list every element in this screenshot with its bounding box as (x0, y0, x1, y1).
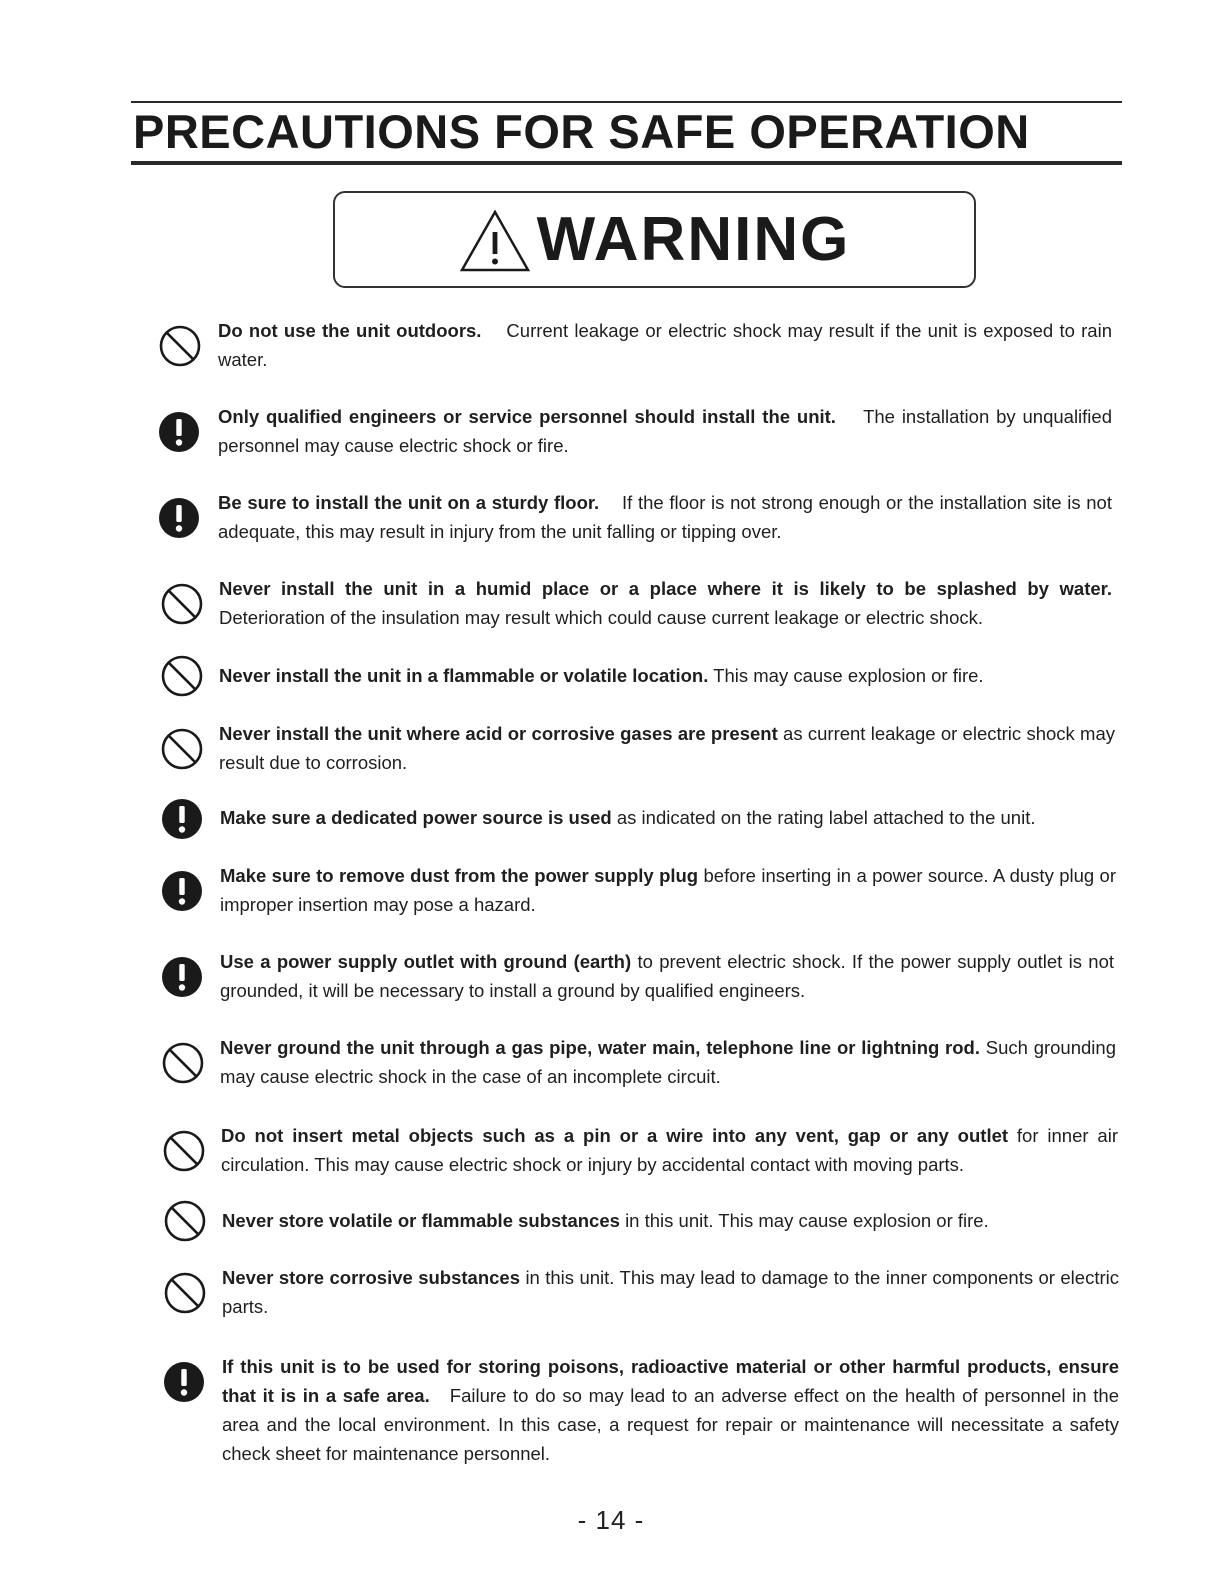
prohibition-icon (158, 324, 202, 368)
precaution-lead: Never store volatile or flammable substances (222, 1210, 620, 1231)
precaution-body: Such grounding may cause electric shock in the case of an incomplete circuit. (220, 1037, 1116, 1087)
precaution-body: as indicated on the rating label attached to the unit. (616, 807, 1036, 828)
precaution-lead: Be sure to install the unit on a sturdy floor. (218, 492, 600, 513)
precaution-lead: Never install the unit where acid or corrosive gases are present (219, 723, 778, 744)
prohibition-icon (160, 654, 204, 698)
page-title: PRECAUTIONS FOR SAFE OPERATION (133, 105, 1030, 158)
prohibition-icon (163, 1199, 207, 1243)
precaution-body: Deterioration of the insulation may result which could cause current leakage or electric shock. (219, 607, 984, 628)
warning-label: WARNING (536, 204, 851, 274)
precaution-body: before inserting in a power source. A dusty plug or improper insertion may pose a hazard. (220, 865, 1117, 915)
mandatory-action-icon (160, 869, 204, 913)
mandatory-action-icon (157, 410, 201, 454)
prohibition-icon (162, 1129, 206, 1173)
precaution-body: Current leakage or electric shock may result if the unit is exposed to rain water. (218, 320, 1112, 370)
mandatory-action-icon (160, 955, 204, 999)
precaution-body: The installation by unqualified personnel may cause electric shock or fire. (218, 406, 1112, 456)
precaution-body: for inner air circulation. This may cause electric shock or injury by accidental contact with moving parts. (221, 1125, 1118, 1175)
precaution-lead: Never install the unit in a humid place or a place where it is likely to be splashed by water. (219, 578, 1112, 599)
warning-banner (333, 191, 976, 288)
precaution-body: to prevent electric shock. If the power supply outlet is not grounded, it will be necessary to install a ground by qualified engineers. (220, 951, 1115, 1001)
precaution-body: in this unit. This may lead to damage to the inner components or electric parts. (222, 1267, 1119, 1317)
prohibition-icon (160, 727, 204, 771)
precaution-lead: Make sure to remove dust from the power supply plug (220, 865, 699, 886)
precaution-body: If the floor is not strong enough or the installation site is not adequate, this may result in injury from the unit falling or tipping over. (218, 492, 1112, 542)
precaution-lead: If this unit is to be used for storing poisons, radioactive material or other harmful products, ensure that it is in a safe area. (222, 1356, 1119, 1406)
prohibition-icon (163, 1271, 207, 1315)
precaution-body: as current leakage or electric shock may result due to corrosion. (219, 723, 1116, 773)
precaution-lead: Use a power supply outlet with ground (earth) (220, 951, 632, 972)
precaution-lead: Never install the unit in a flammable or volatile location. (219, 665, 709, 686)
precaution-body: Failure to do so may lead to an adverse effect on the health of personnel in the area and the local environment. In this case, a request for repair or maintenance will necessitate a safety check sheet for maintenance personnel. (222, 1385, 1119, 1464)
precaution-lead: Do not use the unit outdoors. (218, 320, 482, 341)
precaution-lead: Never store corrosive substances (222, 1267, 521, 1288)
mandatory-action-icon (160, 797, 204, 841)
precaution-lead: Never ground the unit through a gas pipe, water main, telephone line or lightning rod. (220, 1037, 980, 1058)
header-rule-top (131, 101, 1122, 103)
precaution-lead: Make sure a dedicated power source is used (220, 807, 612, 828)
header-rule-bottom (131, 161, 1122, 165)
mandatory-action-icon (162, 1360, 206, 1404)
page-number: - 14 - (577, 1505, 645, 1535)
precaution-body: in this unit. This may cause explosion or fire. (625, 1210, 989, 1231)
precaution-lead: Do not insert metal objects such as a pin or a wire into any vent, gap or any outlet (221, 1125, 1009, 1146)
precaution-lead: Only qualified engineers or service personnel should install the unit. (218, 406, 836, 427)
mandatory-action-icon (157, 496, 201, 540)
warning-triangle-icon (459, 208, 531, 274)
precaution-body: This may cause explosion or fire. (713, 665, 984, 686)
prohibition-icon (161, 1041, 205, 1085)
prohibition-icon (160, 582, 204, 626)
